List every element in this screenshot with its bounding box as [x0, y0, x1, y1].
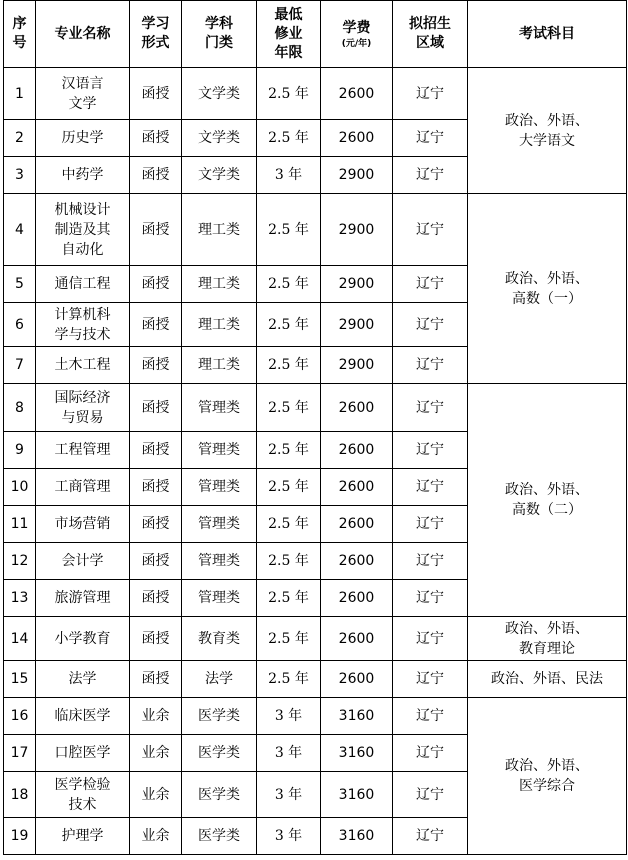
min-study-years: 3 年: [257, 818, 321, 855]
study-mode: 业余: [130, 818, 182, 855]
tuition-fee: 2600: [321, 617, 393, 661]
enrollment-region: 辽宁: [393, 347, 468, 384]
major-name: 历史学: [36, 120, 130, 157]
enrollment-region: 辽宁: [393, 266, 468, 303]
table-body: [4, 68, 627, 855]
tuition-fee: 2600: [321, 68, 393, 120]
min-study-years: 2.5 年: [257, 543, 321, 580]
subject-category: 管理类: [182, 384, 257, 432]
tuition-fee: 2600: [321, 661, 393, 698]
major-name: 土木工程: [36, 347, 130, 384]
subject-category: 管理类: [182, 580, 257, 617]
exam-subjects: 政治、外语、 大学语文: [468, 68, 627, 194]
min-study-years: 3 年: [257, 735, 321, 772]
row-number: 3: [4, 157, 36, 194]
min-study-years: 2.5 年: [257, 661, 321, 698]
row-number: 17: [4, 735, 36, 772]
major-name: 临床医学: [36, 698, 130, 735]
study-mode: 函授: [130, 384, 182, 432]
subject-category: 医学类: [182, 818, 257, 855]
min-study-years: 2.5 年: [257, 469, 321, 506]
min-study-years: 2.5 年: [257, 303, 321, 347]
min-study-years: 2.5 年: [257, 432, 321, 469]
header-exam: 考试科目: [468, 1, 627, 68]
major-name: 法学: [36, 661, 130, 698]
header-major: 专业名称: [36, 1, 130, 68]
enrollment-region: 辽宁: [393, 698, 468, 735]
subject-category: 教育类: [182, 617, 257, 661]
min-study-years: 3 年: [257, 698, 321, 735]
row-number: 2: [4, 120, 36, 157]
tuition-fee: 2600: [321, 384, 393, 432]
row-number: 13: [4, 580, 36, 617]
header-min-years: 最低 修业 年限: [257, 1, 321, 68]
subject-category: 法学: [182, 661, 257, 698]
subject-category: 管理类: [182, 506, 257, 543]
study-mode: 函授: [130, 580, 182, 617]
header-fee: 学费 (元/年): [321, 1, 393, 68]
row-number: 4: [4, 194, 36, 266]
enrollment-region: 辽宁: [393, 661, 468, 698]
tuition-fee: 2900: [321, 157, 393, 194]
header-row: [4, 1, 627, 68]
table-row: [4, 617, 627, 661]
subject-category: 理工类: [182, 303, 257, 347]
study-mode: 函授: [130, 469, 182, 506]
major-name: 护理学: [36, 818, 130, 855]
min-study-years: 2.5 年: [257, 68, 321, 120]
row-number: 9: [4, 432, 36, 469]
enrollment-region: 辽宁: [393, 120, 468, 157]
enrollment-region: 辽宁: [393, 194, 468, 266]
subject-category: 管理类: [182, 432, 257, 469]
study-mode: 函授: [130, 266, 182, 303]
min-study-years: 2.5 年: [257, 194, 321, 266]
major-name: 工商管理: [36, 469, 130, 506]
enrollment-region: 辽宁: [393, 157, 468, 194]
tuition-fee: 3160: [321, 735, 393, 772]
major-name: 国际经济 与贸易: [36, 384, 130, 432]
majors-table: [3, 0, 627, 855]
enrollment-region: 辽宁: [393, 68, 468, 120]
tuition-fee: 3160: [321, 818, 393, 855]
enrollment-region: 辽宁: [393, 818, 468, 855]
exam-subjects: 政治、外语、 高数（一）: [468, 194, 627, 384]
min-study-years: 2.5 年: [257, 266, 321, 303]
min-study-years: 3 年: [257, 157, 321, 194]
min-study-years: 2.5 年: [257, 347, 321, 384]
major-name: 会计学: [36, 543, 130, 580]
tuition-fee: 3160: [321, 698, 393, 735]
study-mode: 业余: [130, 698, 182, 735]
tuition-fee: 2600: [321, 580, 393, 617]
header-mode: 学习 形式: [130, 1, 182, 68]
header-fee-unit: (元/年): [341, 38, 372, 49]
study-mode: 函授: [130, 347, 182, 384]
row-number: 19: [4, 818, 36, 855]
row-number: 14: [4, 617, 36, 661]
table-row: [4, 194, 627, 266]
row-number: 18: [4, 772, 36, 818]
major-name: 通信工程: [36, 266, 130, 303]
tuition-fee: 2900: [321, 303, 393, 347]
row-number: 10: [4, 469, 36, 506]
major-name: 汉语言 文学: [36, 68, 130, 120]
subject-category: 理工类: [182, 194, 257, 266]
study-mode: 函授: [130, 506, 182, 543]
subject-category: 管理类: [182, 543, 257, 580]
study-mode: 业余: [130, 735, 182, 772]
subject-category: 文学类: [182, 157, 257, 194]
subject-category: 文学类: [182, 120, 257, 157]
row-number: 8: [4, 384, 36, 432]
enrollment-region: 辽宁: [393, 506, 468, 543]
exam-subjects: 政治、外语、 教育理论: [468, 617, 627, 661]
major-name: 工程管理: [36, 432, 130, 469]
header-region: 拟招生 区域: [393, 1, 468, 68]
tuition-fee: 2900: [321, 266, 393, 303]
subject-category: 理工类: [182, 347, 257, 384]
table-row: [4, 384, 627, 432]
subject-category: 医学类: [182, 735, 257, 772]
row-number: 16: [4, 698, 36, 735]
study-mode: 函授: [130, 543, 182, 580]
table-row: [4, 698, 627, 735]
header-category: 学科 门类: [182, 1, 257, 68]
subject-category: 管理类: [182, 469, 257, 506]
enrollment-region: 辽宁: [393, 543, 468, 580]
enrollment-region: 辽宁: [393, 772, 468, 818]
study-mode: 函授: [130, 303, 182, 347]
major-name: 计算机科 学与技术: [36, 303, 130, 347]
exam-subjects: 政治、外语、 医学综合: [468, 698, 627, 855]
enrollment-region: 辽宁: [393, 469, 468, 506]
tuition-fee: 2600: [321, 469, 393, 506]
enrollment-region: 辽宁: [393, 735, 468, 772]
row-number: 1: [4, 68, 36, 120]
table-row: [4, 661, 627, 698]
row-number: 7: [4, 347, 36, 384]
study-mode: 函授: [130, 661, 182, 698]
major-name: 医学检验 技术: [36, 772, 130, 818]
min-study-years: 2.5 年: [257, 120, 321, 157]
exam-subjects: 政治、外语、民法: [468, 661, 627, 698]
major-name: 市场营销: [36, 506, 130, 543]
row-number: 11: [4, 506, 36, 543]
enrollment-region: 辽宁: [393, 303, 468, 347]
major-name: 口腔医学: [36, 735, 130, 772]
study-mode: 函授: [130, 68, 182, 120]
subject-category: 文学类: [182, 68, 257, 120]
major-name: 小学教育: [36, 617, 130, 661]
tuition-fee: 2900: [321, 194, 393, 266]
study-mode: 函授: [130, 617, 182, 661]
enrollment-region: 辽宁: [393, 432, 468, 469]
enrollment-region: 辽宁: [393, 384, 468, 432]
subject-category: 医学类: [182, 698, 257, 735]
min-study-years: 3 年: [257, 772, 321, 818]
exam-subjects: 政治、外语、 高数（二）: [468, 384, 627, 617]
min-study-years: 2.5 年: [257, 617, 321, 661]
major-name: 旅游管理: [36, 580, 130, 617]
study-mode: 函授: [130, 157, 182, 194]
major-name: 机械设计 制造及其 自动化: [36, 194, 130, 266]
subject-category: 医学类: [182, 772, 257, 818]
row-number: 6: [4, 303, 36, 347]
min-study-years: 2.5 年: [257, 384, 321, 432]
tuition-fee: 2600: [321, 543, 393, 580]
tuition-fee: 2600: [321, 120, 393, 157]
study-mode: 业余: [130, 772, 182, 818]
header-seq: 序 号: [4, 1, 36, 68]
row-number: 5: [4, 266, 36, 303]
tuition-fee: 2900: [321, 347, 393, 384]
tuition-fee: 3160: [321, 772, 393, 818]
table-row: [4, 68, 627, 120]
tuition-fee: 2600: [321, 506, 393, 543]
major-name: 中药学: [36, 157, 130, 194]
min-study-years: 2.5 年: [257, 580, 321, 617]
min-study-years: 2.5 年: [257, 506, 321, 543]
study-mode: 函授: [130, 432, 182, 469]
subject-category: 理工类: [182, 266, 257, 303]
enrollment-region: 辽宁: [393, 580, 468, 617]
row-number: 15: [4, 661, 36, 698]
study-mode: 函授: [130, 194, 182, 266]
study-mode: 函授: [130, 120, 182, 157]
enrollment-region: 辽宁: [393, 617, 468, 661]
tuition-fee: 2600: [321, 432, 393, 469]
row-number: 12: [4, 543, 36, 580]
